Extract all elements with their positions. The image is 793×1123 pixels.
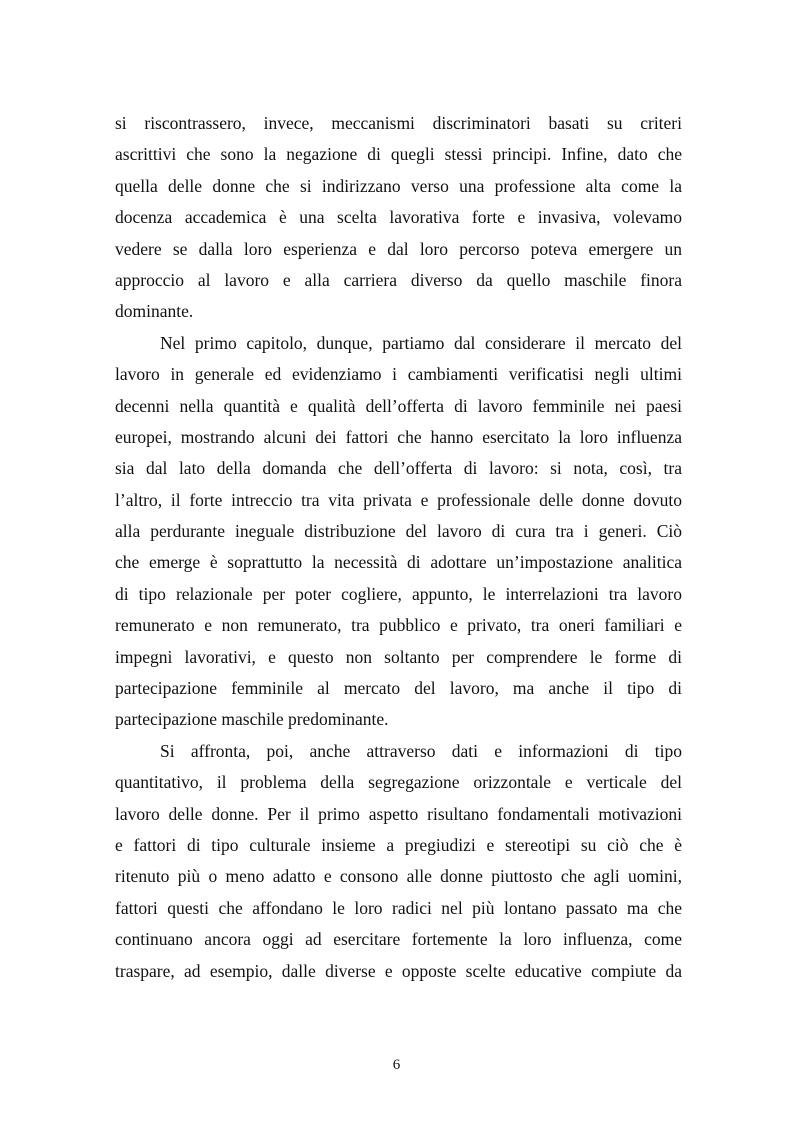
body-text (115, 108, 682, 987)
text-line: europei, mostrando alcuni dei fattori che hanno esercitato la loro influenza (115, 426, 682, 447)
text-line: ritenuto più o meno adatto e consono alle donne piuttosto che agli uomini, (115, 866, 682, 887)
text-line: partecipazione femminile al mercato del lavoro, ma anche il tipo di (115, 678, 682, 699)
text-line: si riscontrassero, invece, meccanismi discriminatori basati su criteri (115, 113, 682, 133)
page-number: 6 (392, 1057, 401, 1073)
text-line: di tipo relazionale per poter cogliere, appunto, le interrelazioni tra lavoro (115, 583, 682, 604)
text-line: che emerge è soprattutto la necessità di adottare un’impostazione analitica (115, 552, 682, 573)
text-line: traspare, ad esempio, dalle diverse e opposte scelte educative compiute da (115, 960, 682, 981)
text-line: docenza accademica è una scelta lavorativa forte e invasiva, volevamo (115, 207, 682, 228)
text-line: alla perdurante ineguale distribuzione del lavoro di cura tra i generi. Ciò (115, 521, 682, 542)
text-line: lavoro in generale ed evidenziamo i cambiamenti verificatisi negli ultimi (115, 364, 682, 385)
text-line: e fattori di tipo culturale insieme a pregiudizi e stereotipi su ciò che è (115, 834, 682, 855)
text-line: dominante. (115, 301, 194, 322)
text-line: ascrittivi che sono la negazione di quegli stessi principi. Infine, dato che (115, 144, 682, 165)
text-line: sia dal lato della domanda che dell’offerta di lavoro: si nota, così, tra (115, 458, 682, 479)
text-line: Nel primo capitolo, dunque, partiamo dal considerare il mercato del (160, 332, 682, 353)
text-line: l’altro, il forte intreccio tra vita privata e professionale delle donne dovuto (115, 489, 682, 510)
text-line: decenni nella quantità e qualità dell’offerta di lavoro femminile nei paesi (115, 395, 682, 416)
text-line: Si affronta, poi, anche attraverso dati e informazioni di tipo (160, 740, 682, 761)
text-line: impegni lavorativi, e questo non soltanto per comprendere le forme di (115, 646, 682, 667)
text-line: approccio al lavoro e alla carriera diverso da quello maschile finora (115, 269, 682, 290)
text-line: quella delle donne che si indirizzano verso una professione alta come la (115, 175, 682, 196)
text-line: quantitativo, il problema della segregazione orizzontale e verticale del (115, 772, 682, 793)
text-line: remunerato e non remunerato, tra pubblico e privato, tra oneri familiari e (115, 615, 682, 636)
text-line: continuano ancora oggi ad esercitare fortemente la loro influenza, come (115, 929, 682, 950)
text-line: partecipazione maschile predominante. (115, 709, 389, 730)
text-line: vedere se dalla loro esperienza e dal loro percorso poteva emergere un (115, 238, 682, 259)
text-line: lavoro delle donne. Per il primo aspetto risultano fondamentali motivazioni (115, 803, 682, 824)
text-line: fattori questi che affondano le loro radici nel più lontano passato ma che (115, 897, 682, 918)
